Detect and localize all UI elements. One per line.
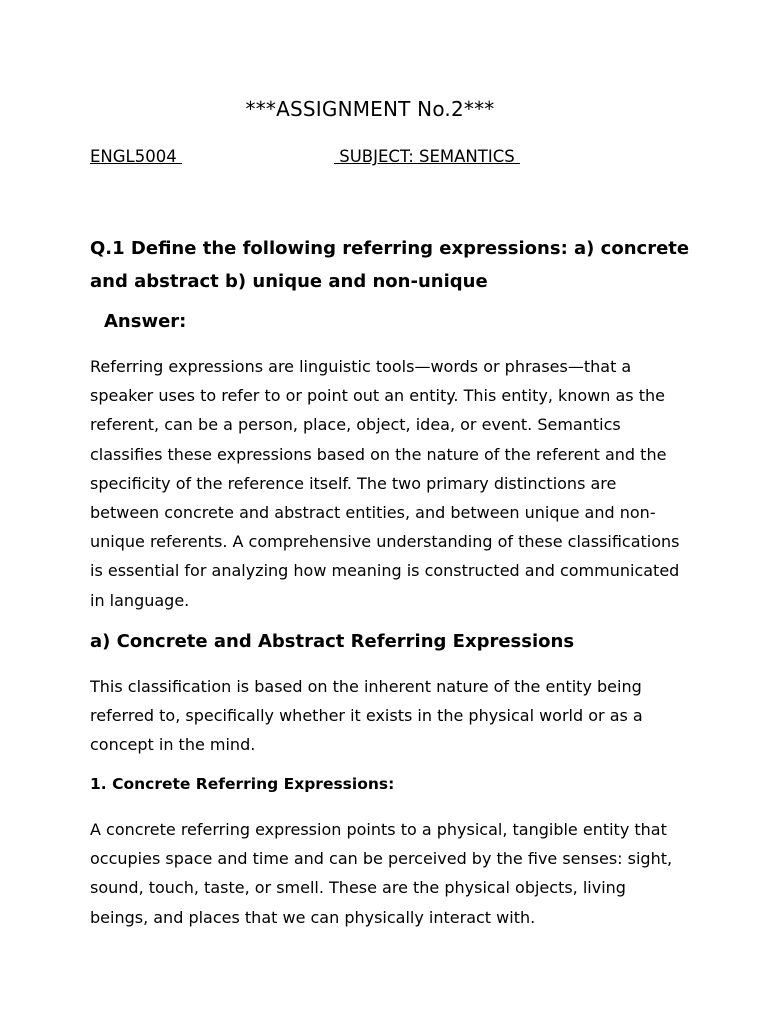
subject-label: SUBJECT: SEMANTICS (334, 147, 520, 166)
question-heading: Q.1 Define the following referring expressions: a) concrete and abstract b) unique and non-unique (90, 238, 690, 292)
section-a-heading: a) Concrete and Abstract Referring Expressions (90, 631, 575, 652)
assignment-title: ***ASSIGNMENT No.2*** (245, 97, 495, 121)
intro-paragraph: Referring expressions are linguistic tools—words or phrases—that a speaker uses to refer to or point out an entity. This entity, known as the referent, can be a person, place, object, idea, or event. Semantics classifies these expressions based on the nature of the referent and the specificity of the reference itself. The two primary distinctions are between concrete and abstract entities, and between unique and non-unique referents. A comprehensive understanding of these classifications is essential for analyzing how meaning is constructed and communicated in language. (90, 357, 680, 610)
subsection-1-paragraph: A concrete referring expression points to a physical, tangible entity that occupies space and time and can be perceived by the five senses: sight, sound, touch, taste, or smell. These are the physical objects, living beings, and places that we can physically interact with. (90, 820, 673, 927)
course-code: ENGL5004 (90, 147, 182, 166)
answer-label: Answer: (104, 311, 187, 332)
subsection-1-heading: 1. Concrete Referring Expressions: (90, 775, 395, 793)
section-a-paragraph: This classification is based on the inherent nature of the entity being referred to, specifically whether it exists in the physical world or as a concept in the mind. (90, 677, 643, 755)
